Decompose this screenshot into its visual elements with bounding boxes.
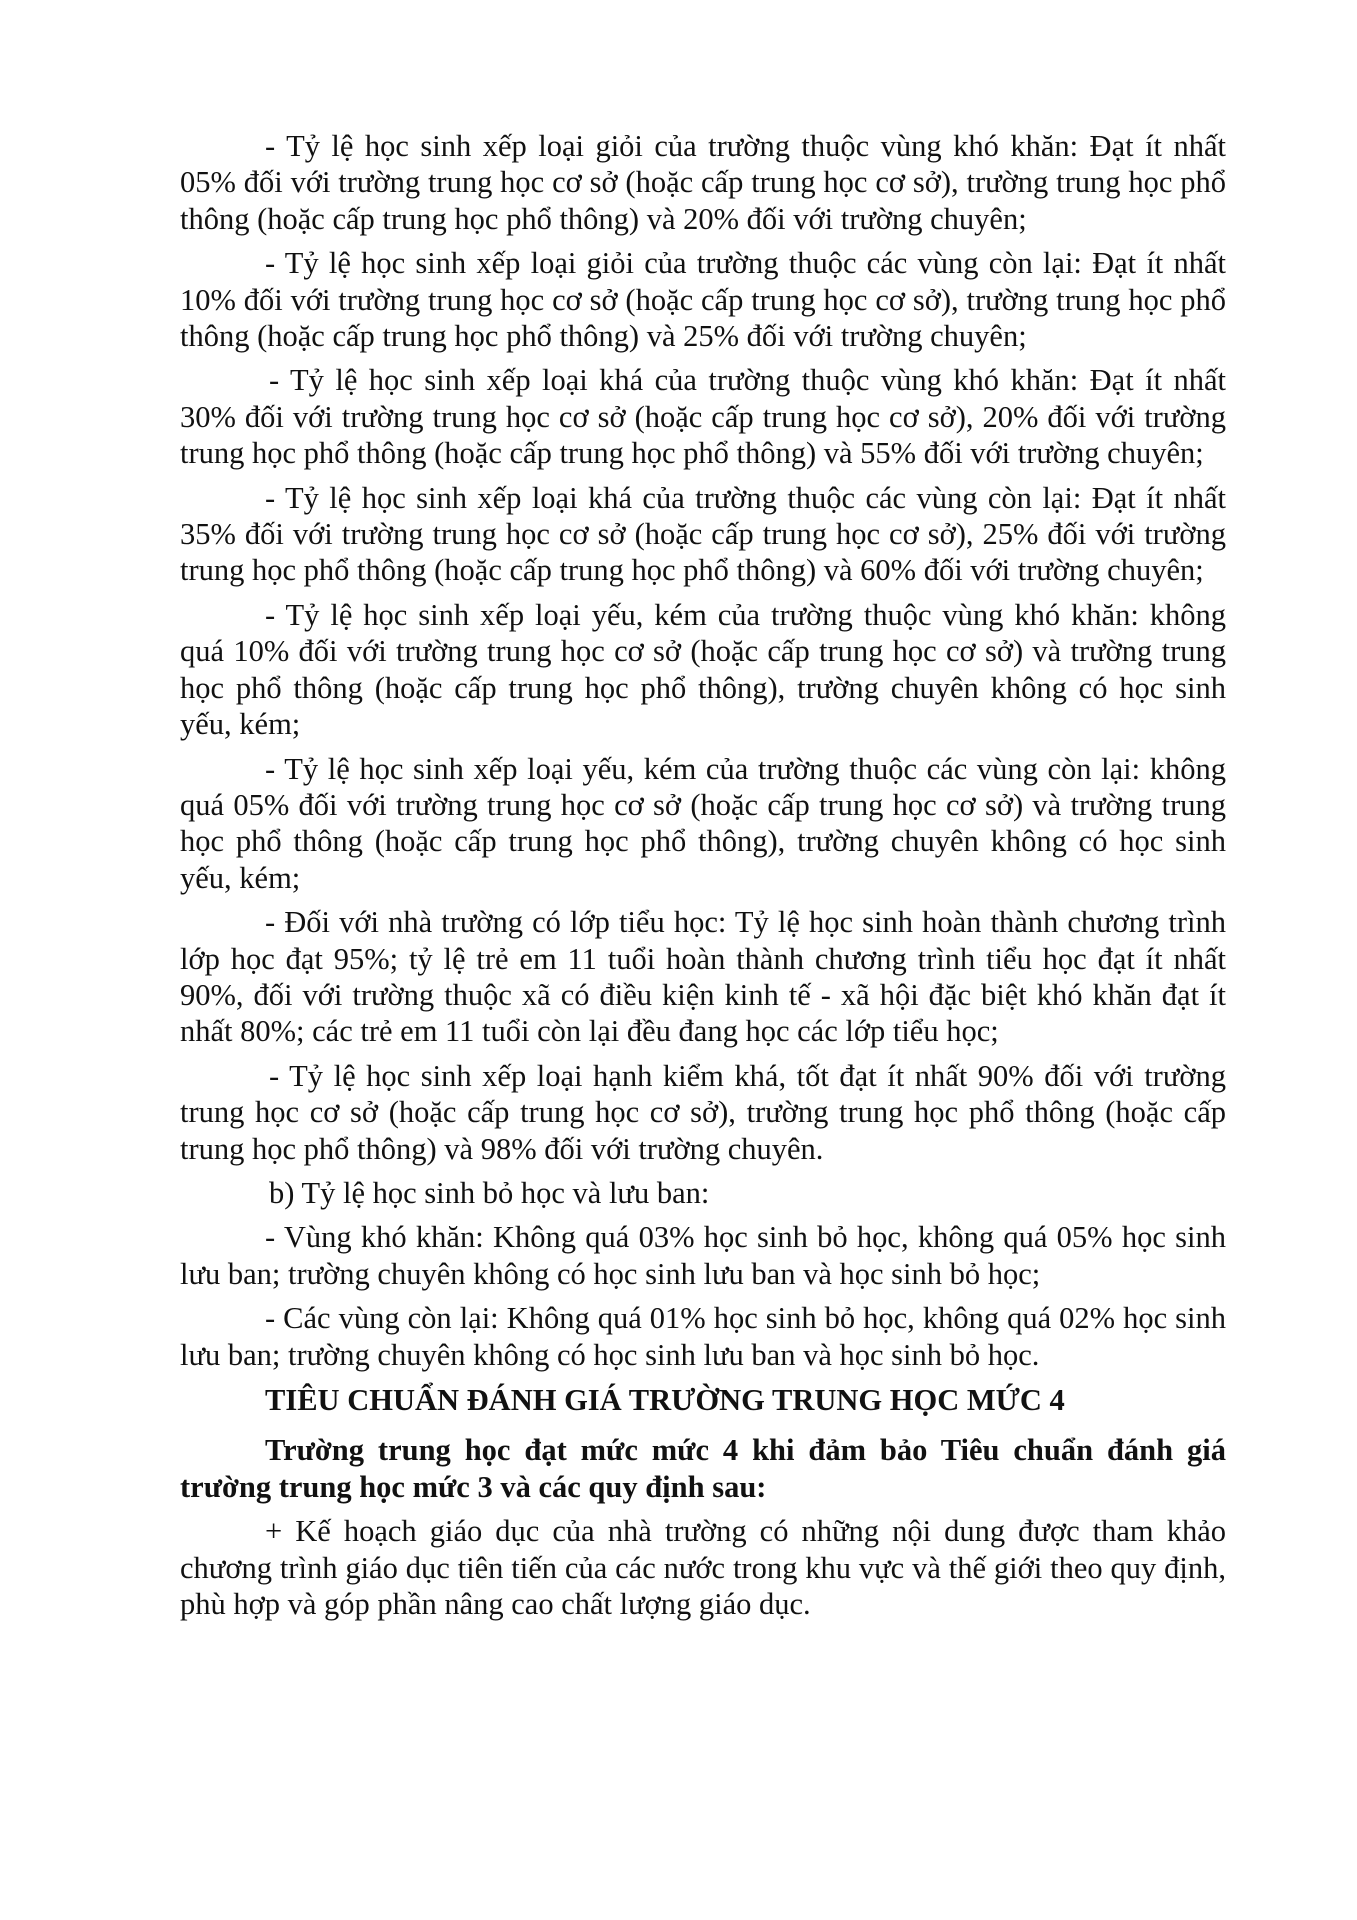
paragraph-kha-con-lai: - Tỷ lệ học sinh xếp loại khá của trường thuộc các vùng còn lại: Đạt ít nhất 35% đối với trường trung học cơ sở (hoặc cấp trung học cơ sở), 25% đối với trường trung học phổ thông (hoặc cấp trung học phổ thông) và 60% đối với trường chuyên; [180, 480, 1226, 588]
paragraph-vung-kho-khan: - Vùng khó khăn: Không quá 03% học sinh bỏ học, không quá 05% học sinh lưu ban; trường chuyên không có học sinh lưu ban và học sinh bỏ học; [180, 1220, 1226, 1291]
paragraph-yeu-kem-kho-khan: - Tỷ lệ học sinh xếp loại yếu, kém của trường thuộc vùng khó khăn: không quá 10% đối với trường trung học cơ sở (hoặc cấp trung học cơ sở) và trường trung học phổ thông (hoặc cấp trung học phổ thông), trường chuyên không có học sinh yếu, kém; [180, 597, 1226, 742]
paragraph-hanh-kiem: - Tỷ lệ học sinh xếp loại hạnh kiểm khá, tốt đạt ít nhất 90% đối với trường trung học cơ sở (hoặc cấp trung học cơ sở), trường trung học phổ thông (hoặc cấp trung học phổ thông) và 98% đối với trường chuyên. [180, 1058, 1226, 1166]
bold-intro-paragraph: Trường trung học đạt mức mức 4 khi đảm bảo Tiêu chuẩn đánh giá trường trung học mức 3 và các quy định sau: [180, 1433, 1226, 1504]
paragraph-ke-hoach-giao-duc: + Kế hoạch giáo dục của nhà trường có những nội dung được tham khảo chương trình giáo dục tiên tiến của các nước trong khu vực và thế giới theo quy định, phù hợp và góp phần nâng cao chất lượng giáo dục. [180, 1514, 1226, 1622]
section-heading: TIÊU CHUẨN ĐÁNH GIÁ TRƯỜNG TRUNG HỌC MỨC 4 [265, 1383, 1065, 1417]
document-body [180, 128, 1226, 1630]
paragraph-kha-kho-khan: - Tỷ lệ học sinh xếp loại khá của trường thuộc vùng khó khăn: Đạt ít nhất 30% đối với trường trung học cơ sở (hoặc cấp trung học cơ sở), 20% đối với trường trung học phổ thông (hoặc cấp trung học phổ thông) và 55% đối với trường chuyên; [180, 363, 1226, 471]
paragraph-bo-hoc-luu-ban-title: b) Tỷ lệ học sinh bỏ học và lưu ban: [269, 1175, 710, 1210]
paragraph-gioi-kho-khan: - Tỷ lệ học sinh xếp loại giỏi của trường thuộc vùng khó khăn: Đạt ít nhất 05% đối với trường trung học cơ sở (hoặc cấp trung học cơ sở), trường trung học phổ thông (hoặc cấp trung học phổ thông) và 20% đối với trường chuyên; [180, 129, 1226, 236]
paragraph-gioi-con-lai: - Tỷ lệ học sinh xếp loại giỏi của trường thuộc các vùng còn lại: Đạt ít nhất 10% đối với trường trung học cơ sở (hoặc cấp trung học cơ sở), trường trung học phổ thông (hoặc cấp trung học phổ thông) và 25% đối với trường chuyên; [180, 246, 1226, 354]
paragraph-vung-con-lai: - Các vùng còn lại: Không quá 01% học sinh bỏ học, không quá 02% học sinh lưu ban; trường chuyên không có học sinh lưu ban và học sinh bỏ học. [180, 1301, 1226, 1372]
paragraph-yeu-kem-con-lai: - Tỷ lệ học sinh xếp loại yếu, kém của trường thuộc các vùng còn lại: không quá 05% đối với trường trung học cơ sở (hoặc cấp trung học cơ sở) và trường trung học phổ thông (hoặc cấp trung học phổ thông), trường chuyên không có học sinh yếu, kém; [180, 751, 1226, 895]
paragraph-tieu-hoc: - Đối với nhà trường có lớp tiểu học: Tỷ lệ học sinh hoàn thành chương trình lớp học đạt 95%; tỷ lệ trẻ em 11 tuổi hoàn thành chương trình tiểu học đạt ít nhất 90%, đối với trường thuộc xã có điều kiện kinh tế - xã hội đặc biệt khó khăn đạt ít nhất 80%; các trẻ em 11 tuổi còn lại đều đang học các lớp tiểu học; [180, 905, 1226, 1049]
